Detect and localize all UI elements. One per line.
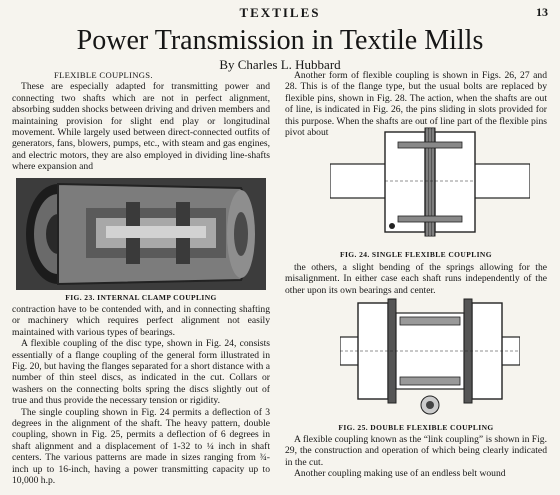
paragraph: A flexible coupling of the disc type, shown in Fig. 24, consists essentially of a flange coupling of the general form illustrated in Fig. 20, but having the flanges separated for a short distance with a number of thin steel discs, as indicated in the cut. Collars or washers on the connecting bolts spring the discs slightly out of true and thus provide the necessary tension or rigidity. xyxy=(12,338,270,407)
left-column-bottom xyxy=(12,304,270,487)
paragraph: Another coupling making use of an endless belt wound xyxy=(294,468,506,480)
right-column-bottom xyxy=(285,434,547,480)
paragraph: the others, a slight bending of the springs allowing for the misalignment. In either case each shaft runs independently of the other upon its own bearings and center. xyxy=(285,262,547,296)
article-byline: By Charles L. Hubbard xyxy=(219,57,341,72)
fig24-single-coupling-drawing xyxy=(330,120,530,245)
fig25-caption: FIG. 25. DOUBLE FLEXIBLE COUPLING xyxy=(338,423,494,432)
fig23-caption: FIG. 23. INTERNAL CLAMP COUPLING xyxy=(65,293,217,302)
fig25-double-coupling-drawing xyxy=(340,297,520,417)
internal-clamp-coupling-image xyxy=(16,178,266,290)
fig23-photo xyxy=(16,178,266,290)
paragraph: Another form of flexible coupling is shown in Figs. 26, 27 and 28. This is of the flange type, but the usual bolts are replaced by flexible pins, shown in Fig. 28. The action, when the shafts are out of line, is indicated in Fig. 26, the pins sliding in slots provided for this purpose. When the shafts are out of line part of the flexible pins pivot about xyxy=(285,70,547,139)
article-title: Power Transmission in Textile Mills xyxy=(76,25,484,56)
paragraph: A flexible coupling known as the “link coupling” is shown in Fig. 29, the construction and operation of which being clearly indicated in the cut. xyxy=(285,434,547,468)
paragraph: The single coupling shown in Fig. 24 permits a deflection of 3 degrees in the alignment of the shaft. The heavy pattern, double coupling, shown in Fig. 25, permits a deflection of 6 degrees in shaft alignment and a displacement of 1-32 to ¼ inch in shaft centers. The various patterns are made in sizes ranging from ¾-inch up to 16-inch, having a power transmitting capacity up to 10,000 h.p. xyxy=(12,406,270,487)
paragraph: These are especially adapted for transmitting power and connecting two shafts which are not in perfect alignment, absorbing sudden shocks between driving and driven members and maintaining provision for slight end play or longitudinal movement. While largely used between direct-connected outfits of generators, fans, blowers, pumps, etc., with steam and gas engines, and electric motors, they are also employed in dividing line-shafts where expansion and xyxy=(12,81,270,173)
section-subhead: FLEXIBLE COUPLINGS. xyxy=(54,70,153,80)
left-column-top xyxy=(12,70,270,173)
paragraph: contraction have to be contended with, and in connecting shafting or machinery which requires perfect alignment not easily maintained with various types of bearings. xyxy=(12,304,270,338)
page-number: 13 xyxy=(536,5,548,19)
running-head: TEXTILES xyxy=(239,5,321,20)
right-column-middle xyxy=(285,262,547,296)
fig24-caption: FIG. 24. SINGLE FLEXIBLE COUPLING xyxy=(340,250,492,259)
